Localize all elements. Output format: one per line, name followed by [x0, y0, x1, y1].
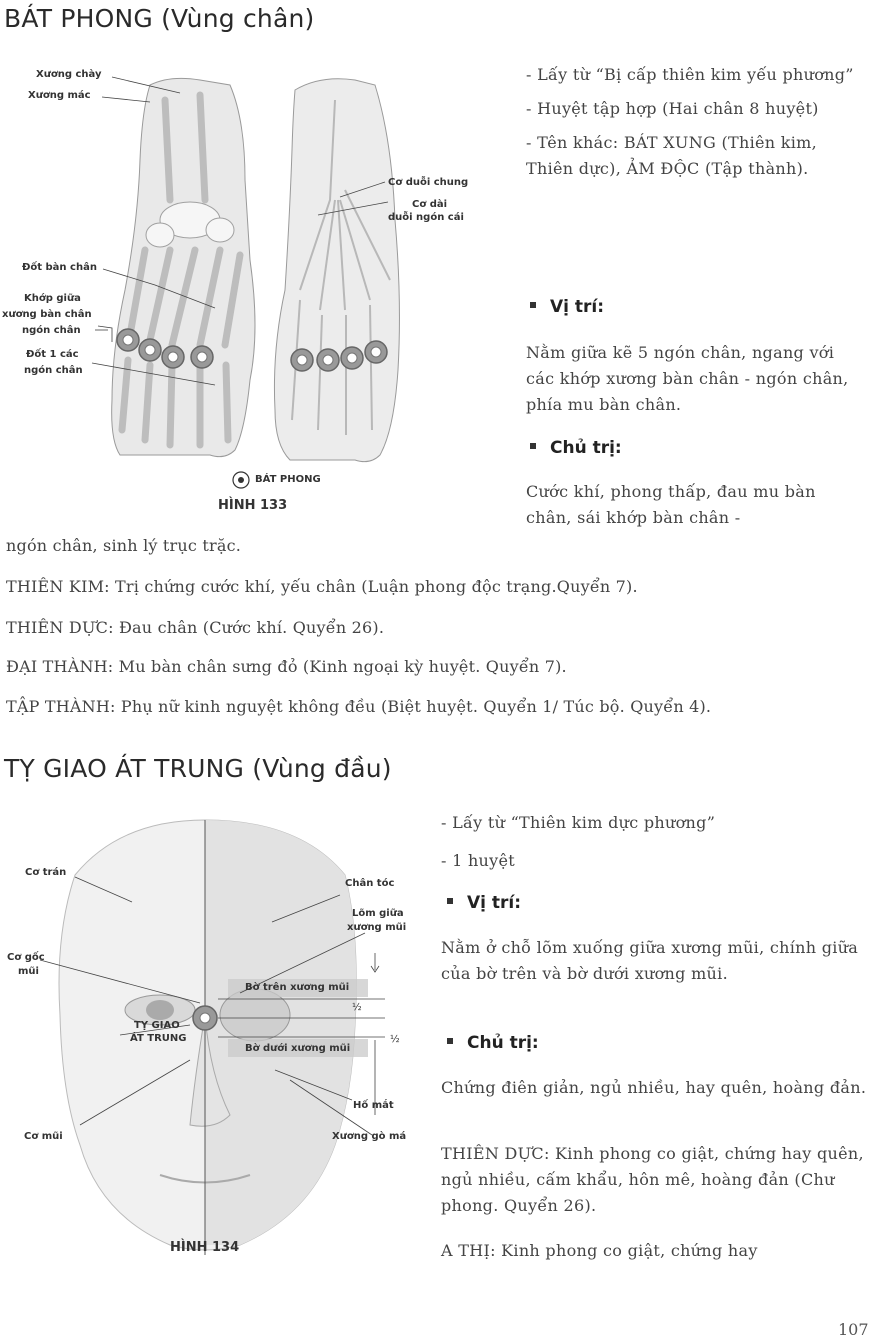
label-half-bottom: ½: [390, 1034, 400, 1045]
figure-133-caption: HÌNH 133: [218, 498, 288, 513]
section1-intro: [526, 62, 866, 182]
label-dot-ban-chan: Đốt bàn chân: [22, 262, 97, 273]
section2-ref: A THỊ: Kinh phong co giật, chứng hay: [441, 1241, 758, 1260]
bullet-icon: [530, 302, 536, 308]
label-at-trung: ÁT TRUNG: [130, 1033, 187, 1044]
section1-chutri-heading: Chủ trị:: [530, 438, 622, 458]
figure-134: [0, 815, 430, 1270]
section2-intro: [441, 810, 871, 874]
label-co-goc: Cơ gốc: [7, 952, 45, 963]
label-ngon-chan: ngón chân: [22, 325, 81, 336]
section2-vitri-heading: Vị trí:: [447, 893, 521, 913]
label-bo-tren: Bờ trên xương mũi: [245, 982, 350, 993]
section1-chutri-cont: ngón chân, sinh lý trục trặc.: [6, 536, 242, 555]
label-co-dai: Cơ dài: [412, 199, 448, 210]
label-ty-giao: TỴ GIAO: [134, 1020, 180, 1031]
label-ho-mat: Hố mắt: [353, 1100, 394, 1111]
label-xuong-go-ma: Xương gò má: [332, 1131, 407, 1142]
bullet-icon: [447, 1038, 453, 1044]
section2-chutri-heading: Chủ trị:: [447, 1033, 539, 1053]
figure-133: [0, 60, 500, 530]
label-co-duoi-chung: Cơ duỗi chung: [388, 177, 469, 188]
label-dot-1-ngon-chan: ngón chân: [24, 365, 83, 376]
section1-vitri-text: Nằm giữa kẽ 5 ngón chân, ngang với các khớp xương bàn chân - ngón chân, phía mu bàn chân.: [526, 343, 849, 414]
ref-line: THIÊN DỰC: Đau chân (Cước khí. Quyển 26).: [6, 618, 385, 637]
section1-title: BÁT PHONG (Vùng chân): [4, 4, 315, 33]
bullet-icon: [447, 898, 453, 904]
label-bo-duoi: Bờ dưới xương mũi: [245, 1043, 351, 1054]
figure-134-caption: HÌNH 134: [170, 1240, 240, 1255]
page-number: 107: [838, 1320, 869, 1339]
section2-chutri-text: Chứng điên giản, ngủ nhiều, hay quên, hoàng đản.: [441, 1078, 867, 1097]
intro-line: - 1 huyệt: [441, 851, 516, 870]
label-xuong-mui: xương mũi: [347, 922, 407, 933]
label-xuong-mac: Xương mác: [28, 90, 91, 101]
label-co-tran: Cơ trán: [25, 867, 67, 878]
intro-line: - Tên khác: BÁT XUNG (Thiên kim, Thiên dực), ẢM ĐỘC (Tập thành).: [526, 133, 818, 178]
section2-vitri-text: Nằm ở chỗ lõm xuống giữa xương mũi, chính giữa của bờ trên và bờ dưới xương mũi.: [441, 938, 859, 983]
label-dot-1: Đốt 1 các: [26, 349, 79, 360]
label-khop-giua: Khớp giữa: [24, 293, 81, 304]
intro-line: - Lấy từ “Thiên kim dực phương”: [441, 813, 716, 832]
label-chan-toc: Chân tóc: [345, 878, 395, 889]
label-xuong-chay: Xương chày: [36, 69, 102, 80]
label-half-top: ½: [352, 1002, 362, 1013]
label-mui: mũi: [18, 966, 39, 977]
section1-vitri-heading: Vị trí:: [530, 297, 604, 317]
section2-ref: THIÊN DỰC: Kinh phong co giật, chứng hay quên, ngủ nhiều, cấm khẩu, hôn mê, hoàng đản (Chư phong. Quyển 26).: [441, 1144, 864, 1215]
ref-line: THIÊN KIM: Trị chứng cước khí, yếu chân (Luận phong độc trạng.Quyển 7).: [6, 577, 638, 596]
section2-title: TỴ GIAO ÁT TRUNG (Vùng đầu): [4, 754, 392, 783]
intro-line: - Lấy từ “Bị cấp thiên kim yếu phương”: [526, 65, 854, 84]
ref-line: TẬP THÀNH: Phụ nữ kinh nguyệt không đều (Biệt huyệt. Quyển 1/ Túc bộ. Quyển 4).: [6, 697, 712, 716]
ref-line: ĐẠI THÀNH: Mu bàn chân sưng đỏ (Kinh ngoại kỳ huyệt. Quyển 7).: [6, 657, 567, 676]
section1-chutri-text: Cước khí, phong thấp, đau mu bàn chân, sái khớp bàn chân -: [526, 482, 816, 527]
label-xuong-ban-chan: xương bàn chân: [2, 309, 92, 320]
legend-bat-phong: BÁT PHONG: [255, 474, 321, 485]
label-duoi-ngon-cai: duỗi ngón cái: [388, 212, 464, 223]
bullet-icon: [530, 443, 536, 449]
label-co-mui: Cơ mũi: [24, 1131, 63, 1142]
label-lom-giua: Lõm giữa: [352, 908, 404, 919]
intro-line: - Huyệt tập hợp (Hai chân 8 huyệt): [526, 99, 819, 118]
